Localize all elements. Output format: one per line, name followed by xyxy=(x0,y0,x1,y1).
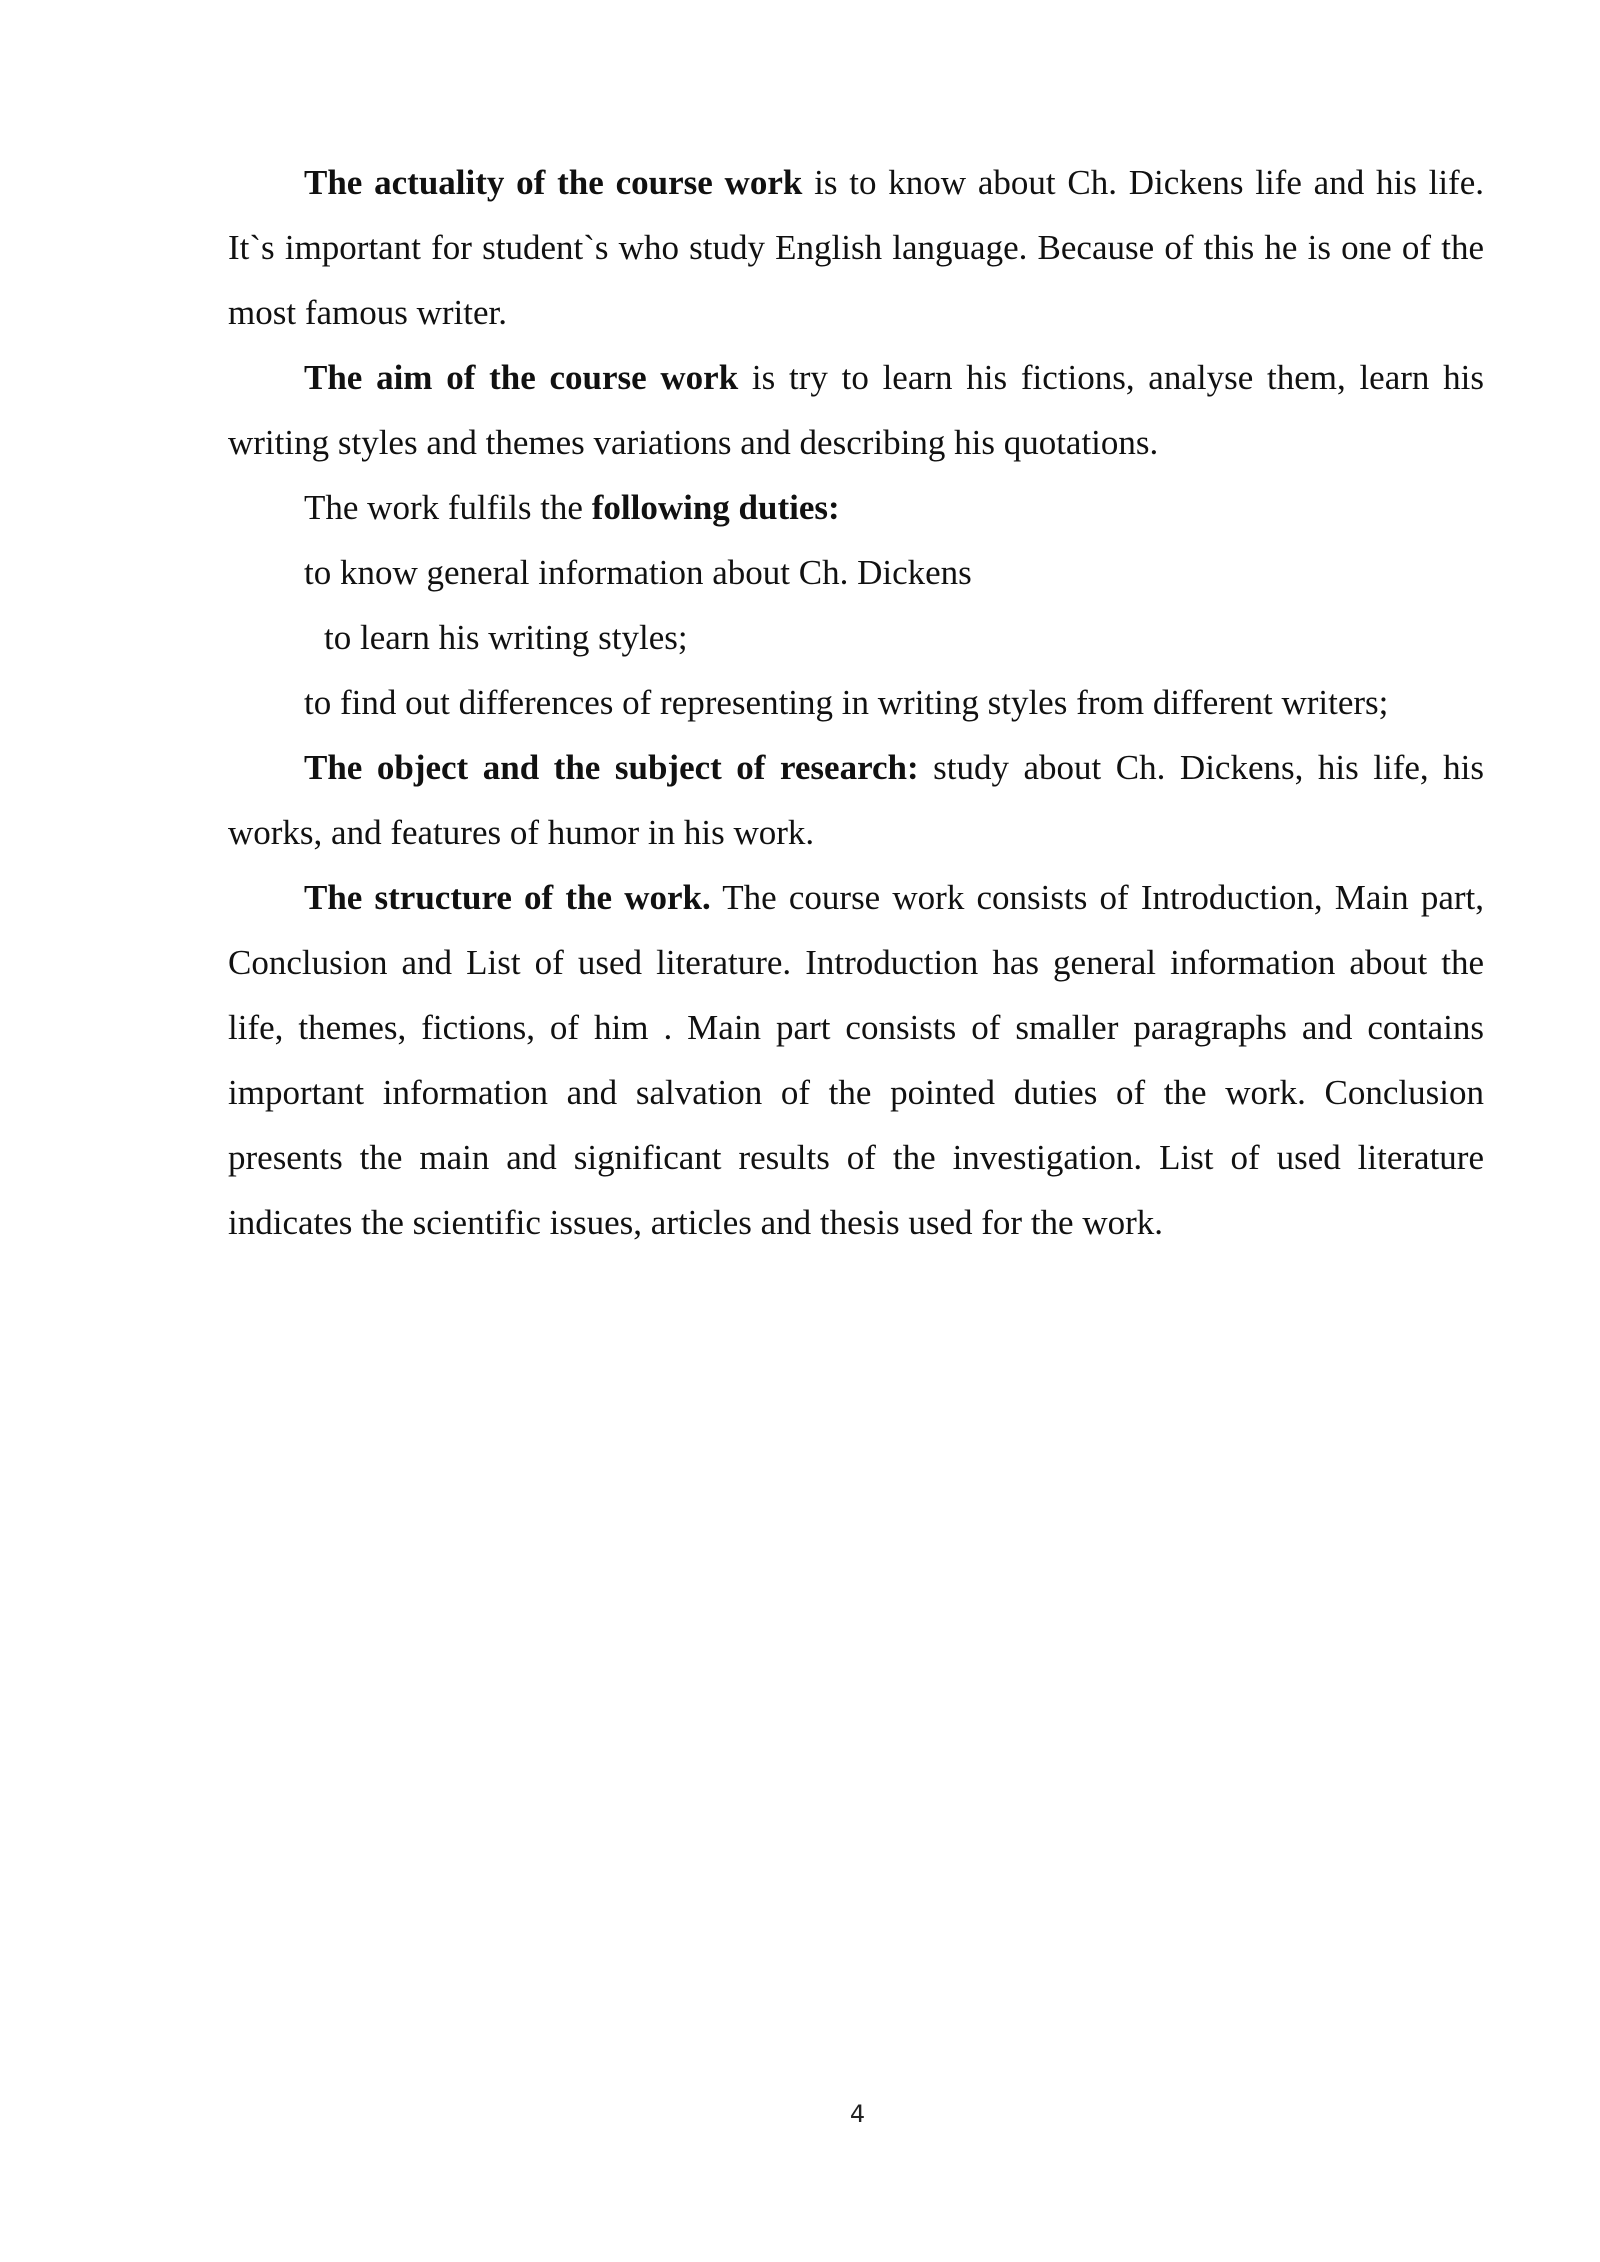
aim-heading: The aim of the course work xyxy=(304,358,739,397)
duty-item: to know general information about Ch. Dickens xyxy=(304,553,972,592)
actuality-paragraph xyxy=(228,150,1484,345)
actuality-text: is to know about Ch. Dickens life and his life. It`s important for student`s who study English language. Because of this he is one of the most famous writer. xyxy=(228,163,1484,332)
duties-intro: The work fulfils the xyxy=(304,488,592,527)
duties-heading: following duties: xyxy=(591,488,840,527)
duty-item: to learn his writing styles; xyxy=(324,618,688,657)
structure-heading: The structure of the work. xyxy=(304,878,711,917)
object-heading: The object and the subject of research: xyxy=(304,748,919,787)
duty-item: to find out differences of representing in writing styles from different writers; xyxy=(304,683,1389,722)
structure-text: The course work consists of Introduction, Main part, Conclusion and List of used literature. Introduction has general information about the life, themes, fictions, of him . Main part consists of smaller paragraphs and contains important information and salvation of the pointed duties of the work. Conclusion presents the main and significant results of the investigation. List of used literature indicates the scientific issues, articles and thesis used for the work. xyxy=(228,878,1484,1242)
structure-paragraph xyxy=(228,865,1484,1255)
object-text: study about Ch. Dickens, his life, his works, and features of humor in his work. xyxy=(228,748,1484,852)
aim-paragraph xyxy=(228,345,1484,475)
actuality-heading: The actuality of the course work xyxy=(304,163,803,202)
duties-paragraph xyxy=(228,475,1484,540)
aim-text: is try to learn his fictions, analyse them, learn his writing styles and themes variations and describing his quotations. xyxy=(228,358,1484,462)
object-paragraph xyxy=(228,735,1484,865)
page-number: 4 xyxy=(849,2100,866,2128)
body-text xyxy=(228,150,1484,1255)
